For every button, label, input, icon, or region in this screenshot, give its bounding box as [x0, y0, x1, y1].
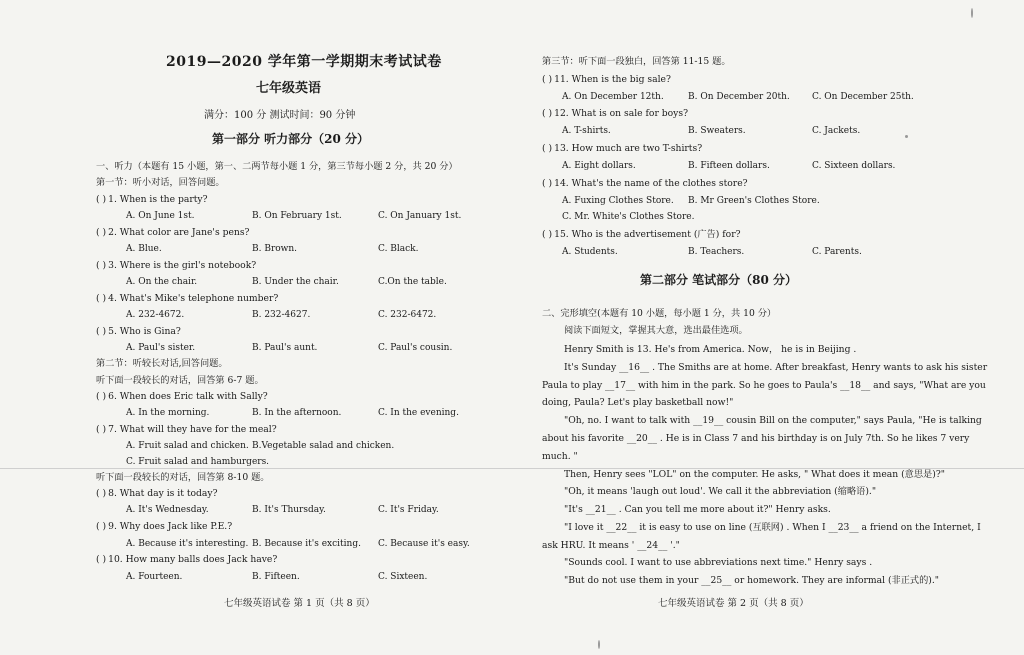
- option-b: B. Under the chair.: [252, 277, 339, 287]
- options-14-c: [542, 211, 922, 223]
- option-c: C. Parents.: [812, 247, 862, 257]
- question-text: 10. How many balls does Jack have?: [108, 554, 278, 565]
- question-text: 11. When is the big sale?: [554, 74, 671, 85]
- option-a: A. T-shirts.: [562, 126, 611, 136]
- passage-line: ask HRU. It means ' __24__ '.": [542, 540, 680, 551]
- options-3: [96, 276, 516, 288]
- option-b: B. In the afternoon.: [252, 408, 342, 418]
- option-c: C. Because it's easy.: [378, 539, 470, 549]
- cloze-sub: 阅读下面短文，掌握其大意，选出最佳选项。: [564, 325, 748, 336]
- passage-line: Henry Smith is 13. He's from America. Now， he is in Beijing .: [564, 344, 857, 355]
- option-a: A. Eight dollars.: [562, 161, 636, 171]
- question-text: 14. What's the name of the clothes store?: [554, 178, 748, 189]
- option-c: C. Paul's cousin.: [378, 343, 453, 353]
- option-a: A. In the morning.: [126, 408, 210, 418]
- option-b: B. On December 20th.: [688, 92, 790, 102]
- passage-line: doing, Paula? Let's play basketball now!": [542, 397, 734, 408]
- option-c: C. Sixteen.: [378, 572, 428, 582]
- question-text: 13. How much are two T-shirts?: [554, 143, 703, 154]
- question-text: 7. What will they have for the meal?: [108, 424, 277, 435]
- option-b: B. Fifteen.: [252, 572, 300, 582]
- question-14: [542, 178, 748, 190]
- page-footer: 七年级英语试卷 第 1 页（共 8 页）: [224, 598, 375, 609]
- passage-line: much. ": [542, 451, 578, 462]
- question-text: 2. What color are Jane's pens?: [108, 227, 250, 238]
- passage-line: "But do not use them in your __25__ or homework. They are informal (非正式的).": [564, 575, 940, 586]
- option-b: B. Fifteen dollars.: [688, 161, 770, 171]
- answer-paren: ( ): [542, 108, 553, 119]
- question-5: [96, 326, 181, 338]
- question-6: [96, 391, 268, 403]
- question-text: 8. What day is it today?: [108, 488, 218, 499]
- page-footer: 七年级英语试卷 第 2 页（共 8 页）: [658, 598, 809, 609]
- options-10: [96, 571, 516, 583]
- question-text: 12. What is on sale for boys?: [554, 108, 688, 119]
- question-4: [96, 293, 278, 305]
- scan-mark: [971, 8, 973, 18]
- page-1: [96, 0, 516, 655]
- answer-paren: ( ): [96, 194, 107, 205]
- question-7: [96, 424, 277, 436]
- answer-paren: ( ): [96, 521, 107, 532]
- question-9: [96, 521, 232, 533]
- exam-title: 2019—2020 学年第一学期期末考试试卷: [166, 54, 442, 70]
- option-b: B. 232-4627.: [252, 310, 311, 320]
- question-3: [96, 260, 256, 272]
- option-b: B. On February 1st.: [252, 211, 342, 221]
- passage-line: "Oh, it means 'laugh out loud'. We call it the abbreviation (缩略语).": [564, 486, 877, 497]
- answer-paren: ( ): [542, 178, 553, 189]
- options-13: [542, 160, 922, 172]
- section1-sub: 第一节：听小对话，回答问题。: [96, 177, 225, 188]
- option-c: C. Fruit salad and hamburgers.: [126, 457, 270, 467]
- options-12: [542, 125, 922, 137]
- option-b: B. Because it's exciting.: [252, 539, 361, 549]
- part2-title: 第二部分 笔试部分（80 分）: [640, 273, 798, 287]
- options-6: [96, 407, 516, 419]
- section2-intro-2: 听下面一段较长的对话，回答第 8-10 题。: [96, 472, 270, 483]
- passage-line: It's Sunday __16__ . The Smiths are at home. After breakfast, Henry wants to ask his sister: [564, 362, 988, 373]
- options-9: [96, 538, 516, 550]
- option-c: C. Mr. White's Clothes Store.: [562, 212, 695, 222]
- option-c: C.On the table.: [378, 277, 447, 287]
- question-text: 3. Where is the girl's notebook?: [108, 260, 257, 271]
- passage-line: Paula to play __17__ with him in the park. So he goes to Paula's __18__ and says, "What are you: [542, 380, 986, 391]
- options-7-c: [96, 456, 516, 468]
- question-text: 5. Who is Gina?: [108, 326, 181, 337]
- answer-paren: ( ): [96, 227, 107, 238]
- option-c: C. Black.: [378, 244, 419, 254]
- options-14: [542, 195, 922, 207]
- question-text: 1. When is the party?: [108, 194, 208, 205]
- options-7: [96, 440, 516, 452]
- option-a: A. Fruit salad and chicken.: [126, 441, 249, 451]
- question-13: [542, 143, 702, 155]
- exam-subtitle: 七年级英语: [256, 81, 322, 96]
- option-a: A. Because it's interesting.: [126, 539, 249, 549]
- options-11: [542, 91, 922, 103]
- option-b: B. Paul's aunt.: [252, 343, 318, 353]
- answer-paren: ( ): [96, 391, 107, 402]
- option-a: A. Fourteen.: [126, 572, 183, 582]
- question-12: [542, 108, 688, 120]
- section2-intro: 听下面一段较长的对话，回答第 6-7 题。: [96, 375, 264, 386]
- passage-line: Then, Henry sees "LOL" on the computer. He asks, " What does it mean (意思是)?": [564, 469, 945, 480]
- option-a: A. On June 1st.: [126, 211, 195, 221]
- option-a: A. On the chair.: [126, 277, 198, 287]
- option-a: A. Paul's sister.: [126, 343, 196, 353]
- question-11: [542, 74, 671, 86]
- question-10: [96, 554, 277, 566]
- passage-line: "Sounds cool. I want to use abbreviations next time." Henry says .: [564, 557, 873, 568]
- option-b: B.Vegetable salad and chicken.: [252, 441, 395, 451]
- answer-paren: ( ): [96, 293, 107, 304]
- question-8: [96, 488, 218, 500]
- option-b: B. Brown.: [252, 244, 298, 254]
- option-c: C. On January 1st.: [378, 211, 462, 221]
- option-a: A. Students.: [562, 247, 618, 257]
- section3-sub: 第三节：听下面一段独白，回答第 11-15 题。: [542, 56, 731, 67]
- exam-meta: 满分：100 分 测试时间：90 分钟: [204, 110, 356, 121]
- question-text: 4. What's Mike's telephone number?: [108, 293, 279, 304]
- question-text: 9. Why does Jack like P.E.?: [108, 521, 233, 532]
- question-text: 15. Who is the advertisement (广告) for?: [554, 229, 741, 240]
- page-2: [542, 0, 988, 655]
- answer-paren: ( ): [96, 424, 107, 435]
- option-a: A. 232-4672.: [126, 310, 185, 320]
- options-4: [96, 309, 516, 321]
- question-2: [96, 227, 249, 239]
- options-5: [96, 342, 516, 354]
- options-8: [96, 504, 516, 516]
- question-text: 6. When does Eric talk with Sally?: [108, 391, 268, 402]
- option-b: B. Sweaters.: [688, 126, 746, 136]
- question-1: [96, 194, 208, 206]
- question-15: [542, 229, 741, 241]
- option-c: C. Jackets.: [812, 126, 861, 136]
- answer-paren: ( ): [96, 326, 107, 337]
- passage-line: "I love it __22__ it is easy to use on line (互联网) . When I __23__ a friend on the Internet, I: [564, 522, 981, 533]
- answer-paren: ( ): [542, 74, 553, 85]
- part1-title: 第一部分 听力部分（20 分）: [212, 132, 370, 146]
- options-1: [96, 210, 516, 222]
- passage-line: "Oh, no. I want to talk with __19__ cousin Bill on the computer," says Paula, "He is talking: [564, 415, 982, 426]
- option-a: A. Fuxing Clothes Store.: [562, 196, 674, 206]
- options-2: [96, 243, 516, 255]
- section2-sub: 第二节：听较长对话,回答问题。: [96, 358, 228, 369]
- answer-paren: ( ): [542, 143, 553, 154]
- passage-line: "It's __21__ . Can you tell me more about it?" Henry asks.: [564, 504, 831, 515]
- answer-paren: ( ): [96, 488, 107, 499]
- option-a: A. On December 12th.: [562, 92, 664, 102]
- answer-paren: ( ): [96, 260, 107, 271]
- option-a: A. It's Wednesday.: [126, 505, 209, 515]
- option-c: C. It's Friday.: [378, 505, 439, 515]
- option-b: B. Mr Green's Clothes Store.: [688, 196, 820, 206]
- option-b: B. Teachers.: [688, 247, 745, 257]
- passage-line: about his favorite __20__ . He is in Class 7 and his birthday is on July 7th. So he likes 7 very: [542, 433, 970, 444]
- option-c: C. 232-6472.: [378, 310, 437, 320]
- answer-paren: ( ): [542, 229, 553, 240]
- option-c: C. Sixteen dollars.: [812, 161, 896, 171]
- option-a: A. Blue.: [126, 244, 162, 254]
- section1-intro: 一、听力（本题有 15 小题，第一、二两节每小题 1 分，第三节每小题 2 分，共 20 分）: [96, 161, 458, 172]
- option-c: C. In the evening.: [378, 408, 459, 418]
- options-15: [542, 246, 922, 258]
- option-c: C. On December 25th.: [812, 92, 914, 102]
- option-b: B. It's Thursday.: [252, 505, 326, 515]
- cloze-intro: 二、完形填空(本题有 10 小题，每小题 1 分，共 10 分）: [542, 308, 777, 319]
- answer-paren: ( ): [96, 554, 107, 565]
